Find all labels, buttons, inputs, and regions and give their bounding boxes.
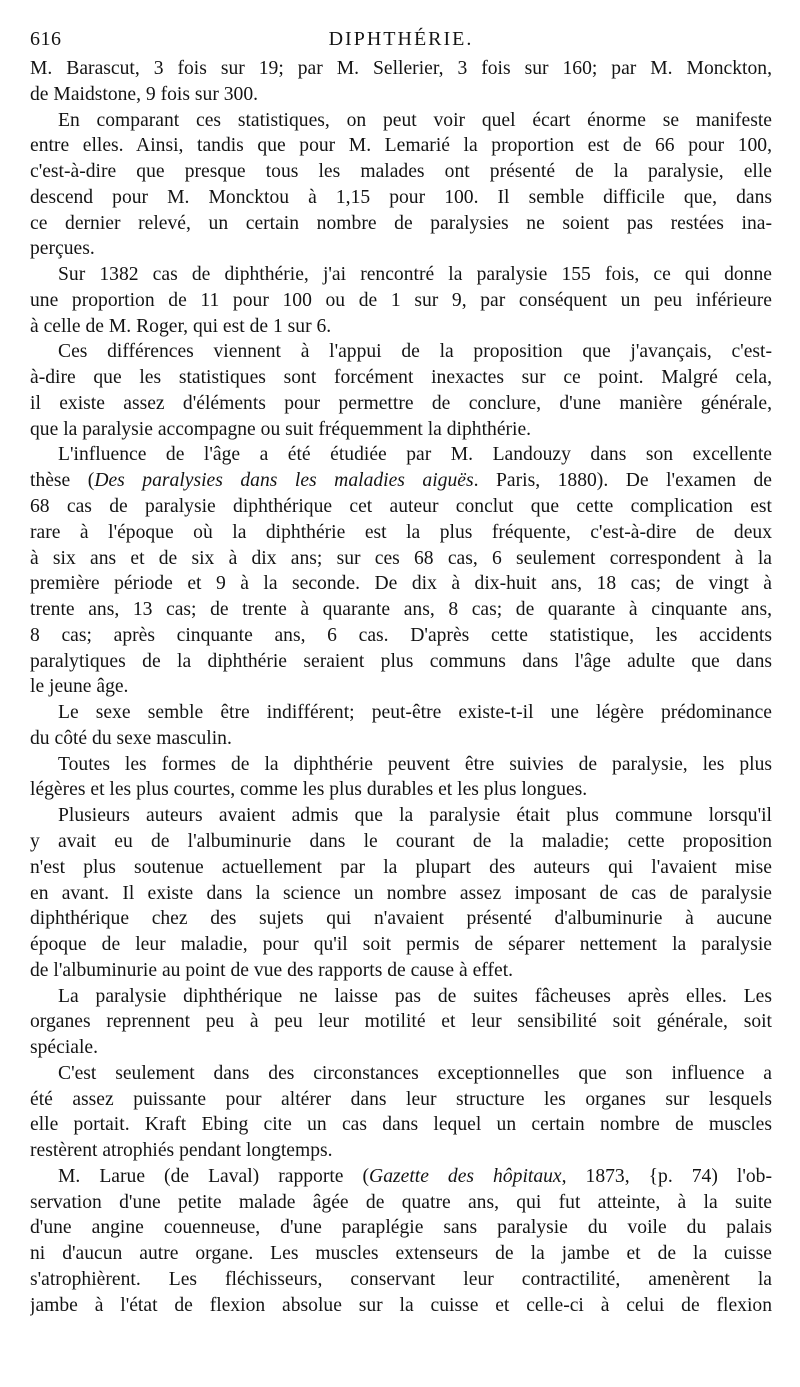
text-line: que la paralysie accompagne ou suit fréquemment la diphthérie. [30, 418, 532, 440]
text-line: trente ans, 13 cas; de trente à quarante ans, 8 cas; de quarante à cinquante ans, [30, 599, 772, 621]
text-line: servation d'une petite malade âgée de quatre ans, qui fut atteinte, à la suite [30, 1191, 772, 1213]
text-line: première période et 9 à la seconde. De dix à dix-huit ans, 18 cas; de vingt à [30, 573, 772, 595]
text-line: y avait eu de l'albuminurie dans le courant de la maladie; cette proposition [30, 830, 772, 852]
running-title: DIPHTHÉRIE. [328, 28, 474, 50]
text-line: elle portait. Kraft Ebing cite un cas dans lequel un certain nombre de muscles [30, 1114, 772, 1136]
text-line: descend pour M. Moncktou à 1,15 pour 100. Il semble difficile que, dans [30, 186, 772, 208]
text-line: du côté du sexe masculin. [30, 727, 232, 749]
text-run: thèse ( [30, 470, 95, 492]
text-line: Ces différences viennent à l'appui de la proposition que j'avançais, c'est- [58, 341, 772, 363]
text-line [30, 468, 772, 494]
text-line: n'est plus soutenue actuellement par la plupart des auteurs qui l'avaient mise [30, 856, 772, 878]
text-line: La paralysie diphthérique ne laisse pas de suites fâcheuses après elles. Les [58, 985, 772, 1007]
text-line: perçues. [30, 238, 95, 260]
text-line [30, 1164, 772, 1190]
document-page [30, 0, 772, 1316]
page-header [30, 0, 772, 50]
text-line: le jeune âge. [30, 676, 129, 698]
text-line: à-dire que les statistiques sont forcément inexactes sur ce point. Malgré cela, [30, 367, 772, 389]
text-line: Plusieurs auteurs avaient admis que la paralysie était plus commune lorsqu'il [58, 805, 772, 827]
text-line: d'une angine couenneuse, d'une paraplégie sans paralysie du voile du palais [30, 1217, 772, 1239]
text-line: En comparant ces statistiques, on peut voir quel écart énorme se manifeste [58, 109, 772, 131]
text-line: c'est-à-dire que presque tous les malades ont présenté de la paralysie, elle [30, 161, 772, 183]
text-line: s'atrophièrent. Les fléchisseurs, conservant leur contractilité, amenèrent la [30, 1268, 772, 1290]
text-line: ni d'aucun autre organe. Les muscles extenseurs de la jambe et de la cuisse [30, 1243, 772, 1265]
text-line: diphthérique chez des sujets qui n'avaient présenté d'albuminurie à aucune [30, 908, 772, 930]
text-line: de Maidstone, 9 fois sur 300. [30, 83, 259, 105]
text-line: M. Barascut, 3 fois sur 19; par M. Sellerier, 3 fois sur 160; par M. Monckton, [30, 58, 772, 79]
text-line: époque de leur maladie, pour qu'il soit permis de séparer nettement la paralysie [30, 934, 772, 956]
text-line: paralytiques de la diphthérie seraient plus communs dans l'âge adulte que dans [30, 650, 772, 672]
text-line: jambe à l'état de flexion absolue sur la cuisse et celle-ci à celui de flexion [30, 1294, 772, 1316]
text-line: été assez puissante pour altérer dans leur structure les organes sur lesquels [30, 1088, 772, 1110]
text-run: . Paris, 1880). De l'examen de [473, 470, 772, 492]
page-number: 616 [30, 28, 62, 50]
text-line: une proportion de 11 pour 100 ou de 1 sur 9, par conséquent un peu inférieure [30, 289, 772, 311]
italic-title: Des paralysies dans les maladies aiguës [94, 470, 474, 492]
text-run: , 1873, {p. 74) l'ob- [561, 1165, 772, 1187]
text-line: entre elles. Ainsi, tandis que pour M. Lemarié la proportion est de 66 pour 100, [30, 135, 772, 157]
text-line: 8 cas; après cinquante ans, 6 cas. D'après cette statistique, les accidents [30, 624, 772, 646]
text-run: M. Larue (de Laval) rapporte ( [58, 1165, 370, 1187]
text-line: 68 cas de paralysie diphthérique cet auteur conclut que cette complication est [30, 496, 772, 518]
text-line: à celle de M. Roger, qui est de 1 sur 6. [30, 315, 332, 337]
text-line: Sur 1382 cas de diphthérie, j'ai rencontré la paralysie 155 fois, ce qui donne [58, 264, 772, 286]
text-line: spéciale. [30, 1037, 98, 1059]
text-line: ce dernier relevé, un certain nombre de paralysies ne soient pas restées ina- [30, 212, 772, 234]
text-line: restèrent atrophiés pendant longtemps. [30, 1140, 333, 1162]
italic-title: Gazette des hôpitaux [369, 1165, 562, 1187]
text-line: C'est seulement dans des circonstances exceptionnelles que son influence a [58, 1062, 772, 1084]
text-line: en avant. Il existe dans la science un nombre assez imposant de cas de paralysie [30, 882, 772, 904]
text-line: il existe assez d'éléments pour permettre de conclure, d'une manière générale, [30, 392, 772, 414]
text-line: de l'albuminurie au point de vue des rapports de cause à effet. [30, 959, 514, 981]
body-text [30, 56, 772, 1319]
text-line: Le sexe semble être indifférent; peut-être existe-t-il une légère prédominance [58, 702, 772, 724]
text-line: organes reprennent peu à peu leur motilité et leur sensibilité soit générale, soit [30, 1011, 772, 1033]
text-line: rare à l'époque où la diphthérie est la plus fréquente, c'est-à-dire de deux [30, 521, 772, 543]
text-line: L'influence de l'âge a été étudiée par M. Landouzy dans son excellente [58, 444, 772, 466]
text-line: légères et les plus courtes, comme les plus durables et les plus longues. [30, 779, 588, 801]
text-line: Toutes les formes de la diphthérie peuvent être suivies de paralysie, les plus [58, 753, 772, 775]
text-line: à six ans et de six à dix ans; sur ces 68 cas, 6 seulement correspondent à la [30, 547, 772, 569]
